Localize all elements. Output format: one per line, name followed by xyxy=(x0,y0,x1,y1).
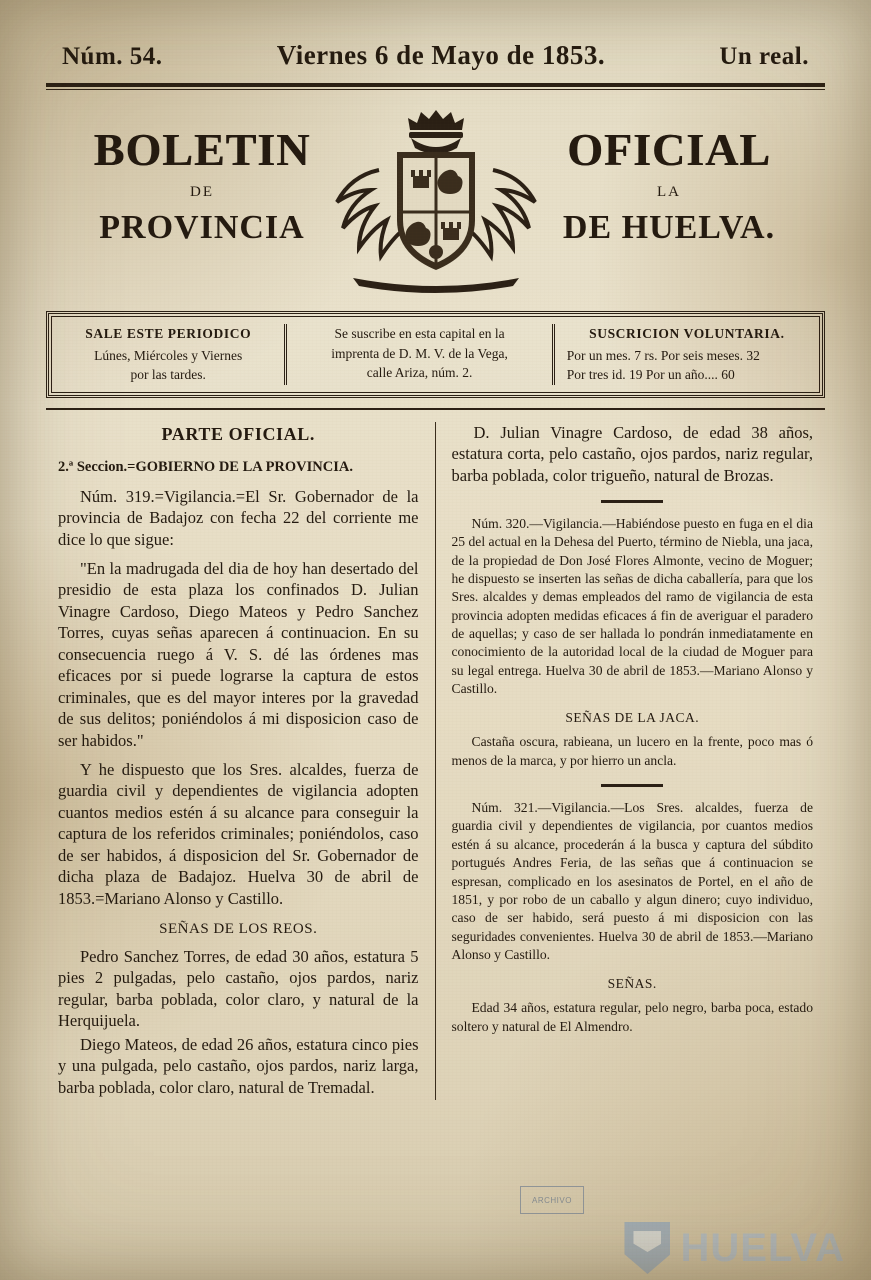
masthead-rule-thin xyxy=(46,89,825,90)
description-jaca: Castaña oscura, rabieana, un lucero en la frente, poco mas ó menos de la marca, y por hierro un ancla. xyxy=(451,734,813,768)
masthead-right xyxy=(519,126,819,247)
subscription-box xyxy=(46,311,825,398)
heading-senas-de-la-jaca: SEÑAS DE LA JACA. xyxy=(565,710,700,726)
article-320: Núm. 320.—Vigilancia.—Habiéndose puesto en fuga en el dia 25 del actual en la Dehesa del Puerto, término de Niebla, una jaca, de la propiedad de Don José Flores Almonte, vecino de Moguer; he dispuesto se inserten las señas de dicha caballería, para que los Sres. alcaldes y demas empleados del ramo de vigilancia de esta provincia adopten medidas eficaces á fin de averiguar el paradero de aquellas; y caso de ser hallada lo pondrán inmediatamente en conocimiento de la autoridad local de la ciudad de Moguer para su legal entrega. Huelva 30 de abril de 1853.—Mariano Alonso y Castillo. xyxy=(451,516,813,697)
huelva-shield-icon xyxy=(624,1222,670,1274)
subscription-place-line3: calle Ariza, núm. 2. xyxy=(366,365,473,381)
masthead-topline xyxy=(42,0,829,71)
heading-senas-de-los-reos: SEÑAS DE LOS REOS. xyxy=(159,921,318,937)
huelva-watermark xyxy=(624,1222,845,1274)
subscription-rates-heading: SUSCRICION VOLUNTARIA. xyxy=(589,326,785,341)
subscription-schedule-line1: Lúnes, Miércoles y Viernes xyxy=(94,347,243,363)
title-de: DE xyxy=(190,184,214,201)
subscription-schedule xyxy=(52,324,284,385)
subscription-rates-line1: Por un mes. 7 rs. Por seis meses. 32 xyxy=(566,347,760,363)
article-319-intro: Núm. 319.=Vigilancia.=El Sr. Gobernador de la provincia de Badajoz con fecha 22 del corriente me dice lo que sigue: xyxy=(58,486,419,549)
subscription-place-line1: Se suscribe en esta capital en la xyxy=(334,326,505,341)
column-left xyxy=(42,422,436,1100)
title-provincia: PROVINCIA xyxy=(99,209,305,247)
title-oficial: OFICIAL xyxy=(567,124,771,175)
subscription-schedule-line2: por las tardes. xyxy=(130,367,206,383)
article-319-order: Y he dispuesto que los Sres. alcaldes, fuerza de guardia civil y dependientes de vigilancia adopten cuantos medios estén á su alcance para conseguir la captura de los referidos criminales; poniéndolos, caso de ser habidos, á disposicion del Sr. Gobernador de dicha plaza de Badajoz. Huelva 30 de abril de 1853.=Mariano Alonso y Castillo. xyxy=(58,759,419,908)
subscription-place-line2: imprenta de D. M. V. de la Vega, xyxy=(331,345,508,361)
column-divider-rule xyxy=(601,500,663,503)
description-julian-vinagre-cardoso: D. Julian Vinagre Cardoso, de edad 38 años, estatura corta, pelo castaño, ojos pardos, nariz regular, barba poblada, color trigueño, natural de Brozas. xyxy=(451,422,813,485)
column-divider-rule-2 xyxy=(601,784,663,787)
description-andres-feria: Edad 34 años, estatura regular, pelo negro, barba poca, estado soltero y natural de El Almendro. xyxy=(451,1000,813,1034)
issue-date: Viernes 6 de Mayo de 1853. xyxy=(276,40,606,70)
masthead-title-block xyxy=(42,100,829,305)
title-de-huelva: DE HUELVA. xyxy=(562,209,776,247)
description-diego-mateos: Diego Mateos, de edad 26 años, estatura cinco pies y una pulgada, pelo castaño, ojos pardos, nariz larga, barba poblada, color claro, natural de Tremadal. xyxy=(58,1034,419,1097)
subscription-bottom-rule xyxy=(46,408,825,410)
subscription-schedule-heading: SALE ESTE PERIODICO xyxy=(85,326,252,341)
body-columns xyxy=(42,422,829,1100)
subscription-place xyxy=(284,324,551,385)
archive-stamp: ARCHIVO xyxy=(520,1186,584,1214)
subscription-rates-line2: Por tres id. 19 Por un año.... 60 xyxy=(566,367,735,383)
huelva-watermark-text: HUELVA xyxy=(680,1225,845,1270)
subscription-rates xyxy=(552,324,819,385)
masthead-rule-thick xyxy=(46,83,825,87)
section-title-parte-oficial: PARTE OFICIAL. xyxy=(161,423,315,444)
article-321: Núm. 321.—Vigilancia.—Los Sres. alcaldes, fuerza de guardia civil y dependientes de vigilancia, por cuantos medios estén á su alcance, procederán á la busca y captura del súbdito portugués Andres Feria, de las señas que á continuacion se espresan, complicado en los asesinatos de Portel, en el año de 1851, y por robo de un caballo y algun dinero; cuyo individuo, caso de ser habido, será puesto á mi disposicion con las seguridades convenientes. Huelva 30 de abril de 1853.—Mariano Alonso y Castillo. xyxy=(451,800,813,962)
title-boletin: BOLETIN xyxy=(93,124,311,175)
description-pedro-sanchez-torres: Pedro Sanchez Torres, de edad 30 años, estatura 5 pies 2 pulgadas, pelo castaño, ojos pardos, nariz regular, barba poblada, color claro, y natural de la Herquijuela. xyxy=(58,947,419,1031)
subsection-gobierno-provincia: 2.ª Seccion.=GOBIERNO DE LA PROVINCIA. xyxy=(58,458,353,475)
heading-senas: SEÑAS. xyxy=(607,976,657,992)
subscription-box-inner xyxy=(51,316,820,393)
column-right xyxy=(436,422,830,1100)
title-la: LA xyxy=(657,184,681,201)
issue-price: Un real. xyxy=(719,43,809,70)
article-319-quote: "En la madrugada del dia de hoy han desertado del presidio de esta plaza los confinados D. Julian Vinagre Cardoso, Diego Mateos y Pedro Sanchez Torres, cuyas señas aparecen á continuacion. En su consecuencia ruego á V. S. dé las órdenes mas eficaces por si puede lograrse la captura de estos criminales, que es del mayor interes por la gravedad de sus delitos; poniéndolos á mi disposicion caso de ser habidos." xyxy=(58,559,419,750)
issue-number: Núm. 54. xyxy=(62,43,163,70)
